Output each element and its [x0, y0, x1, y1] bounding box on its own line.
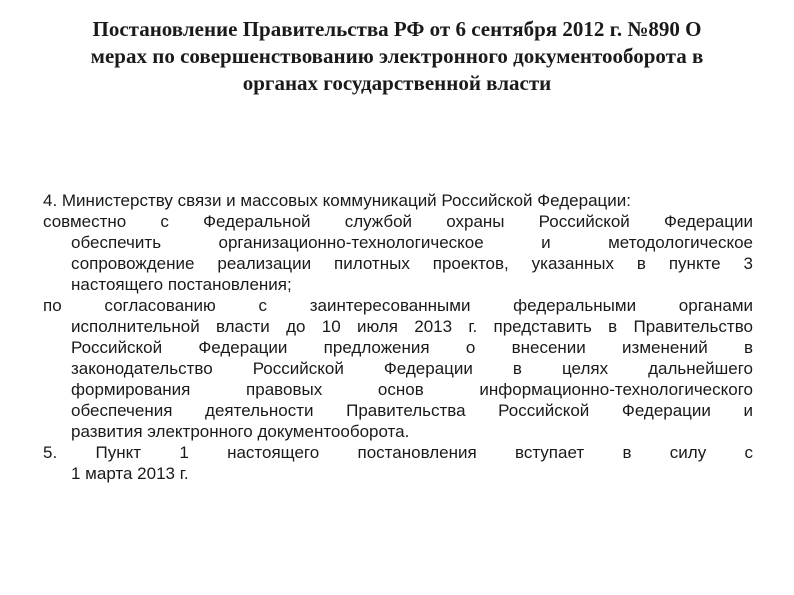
subitem-2-line: исполнительной власти до 10 июля 2013 г. представить в Правительство — [71, 317, 753, 336]
title-line: мерах по совершенствованию электронного документооборота в — [90, 44, 704, 68]
title-line: Постановление Правительства РФ от 6 сентября 2012 г. №890 О — [92, 17, 702, 41]
document-body — [43, 190, 753, 484]
subitem-2-line: законодательство Российской Федерации в целях дальнейшего — [71, 359, 753, 378]
item-5-line: 5. Пункт 1 настоящего постановления вступает в силу с — [43, 443, 753, 462]
subitem-2-line: по согласованию с заинтересованными федеральными органами — [43, 296, 753, 315]
subitem-2-line: формирования правовых основ информационно-технологического — [71, 380, 753, 399]
subitem-1-line: настоящего постановления; — [71, 275, 292, 294]
subitem-1-line: совместно с Федеральной службой охраны Российской Федерации — [43, 212, 753, 231]
item-4-heading: 4. Министерству связи и массовых коммуникаций Российской Федерации: — [43, 191, 631, 210]
subitem-1-line: сопровождение реализации пилотных проектов, указанных в пункте 3 — [71, 254, 753, 273]
subitem-2-line: обеспечения деятельности Правительства Российской Федерации и — [71, 401, 753, 420]
item-5-line: 1 марта 2013 г. — [71, 464, 189, 483]
document-title — [40, 16, 754, 97]
title-line: органах государственной власти — [242, 71, 552, 95]
subitem-2-line: развития электронного документооборота. — [71, 422, 410, 441]
subitem-2-line: Российской Федерации предложения о внесении изменений в — [71, 338, 753, 357]
subitem-1-line: обеспечить организационно-технологическое и методологическое — [71, 233, 753, 252]
